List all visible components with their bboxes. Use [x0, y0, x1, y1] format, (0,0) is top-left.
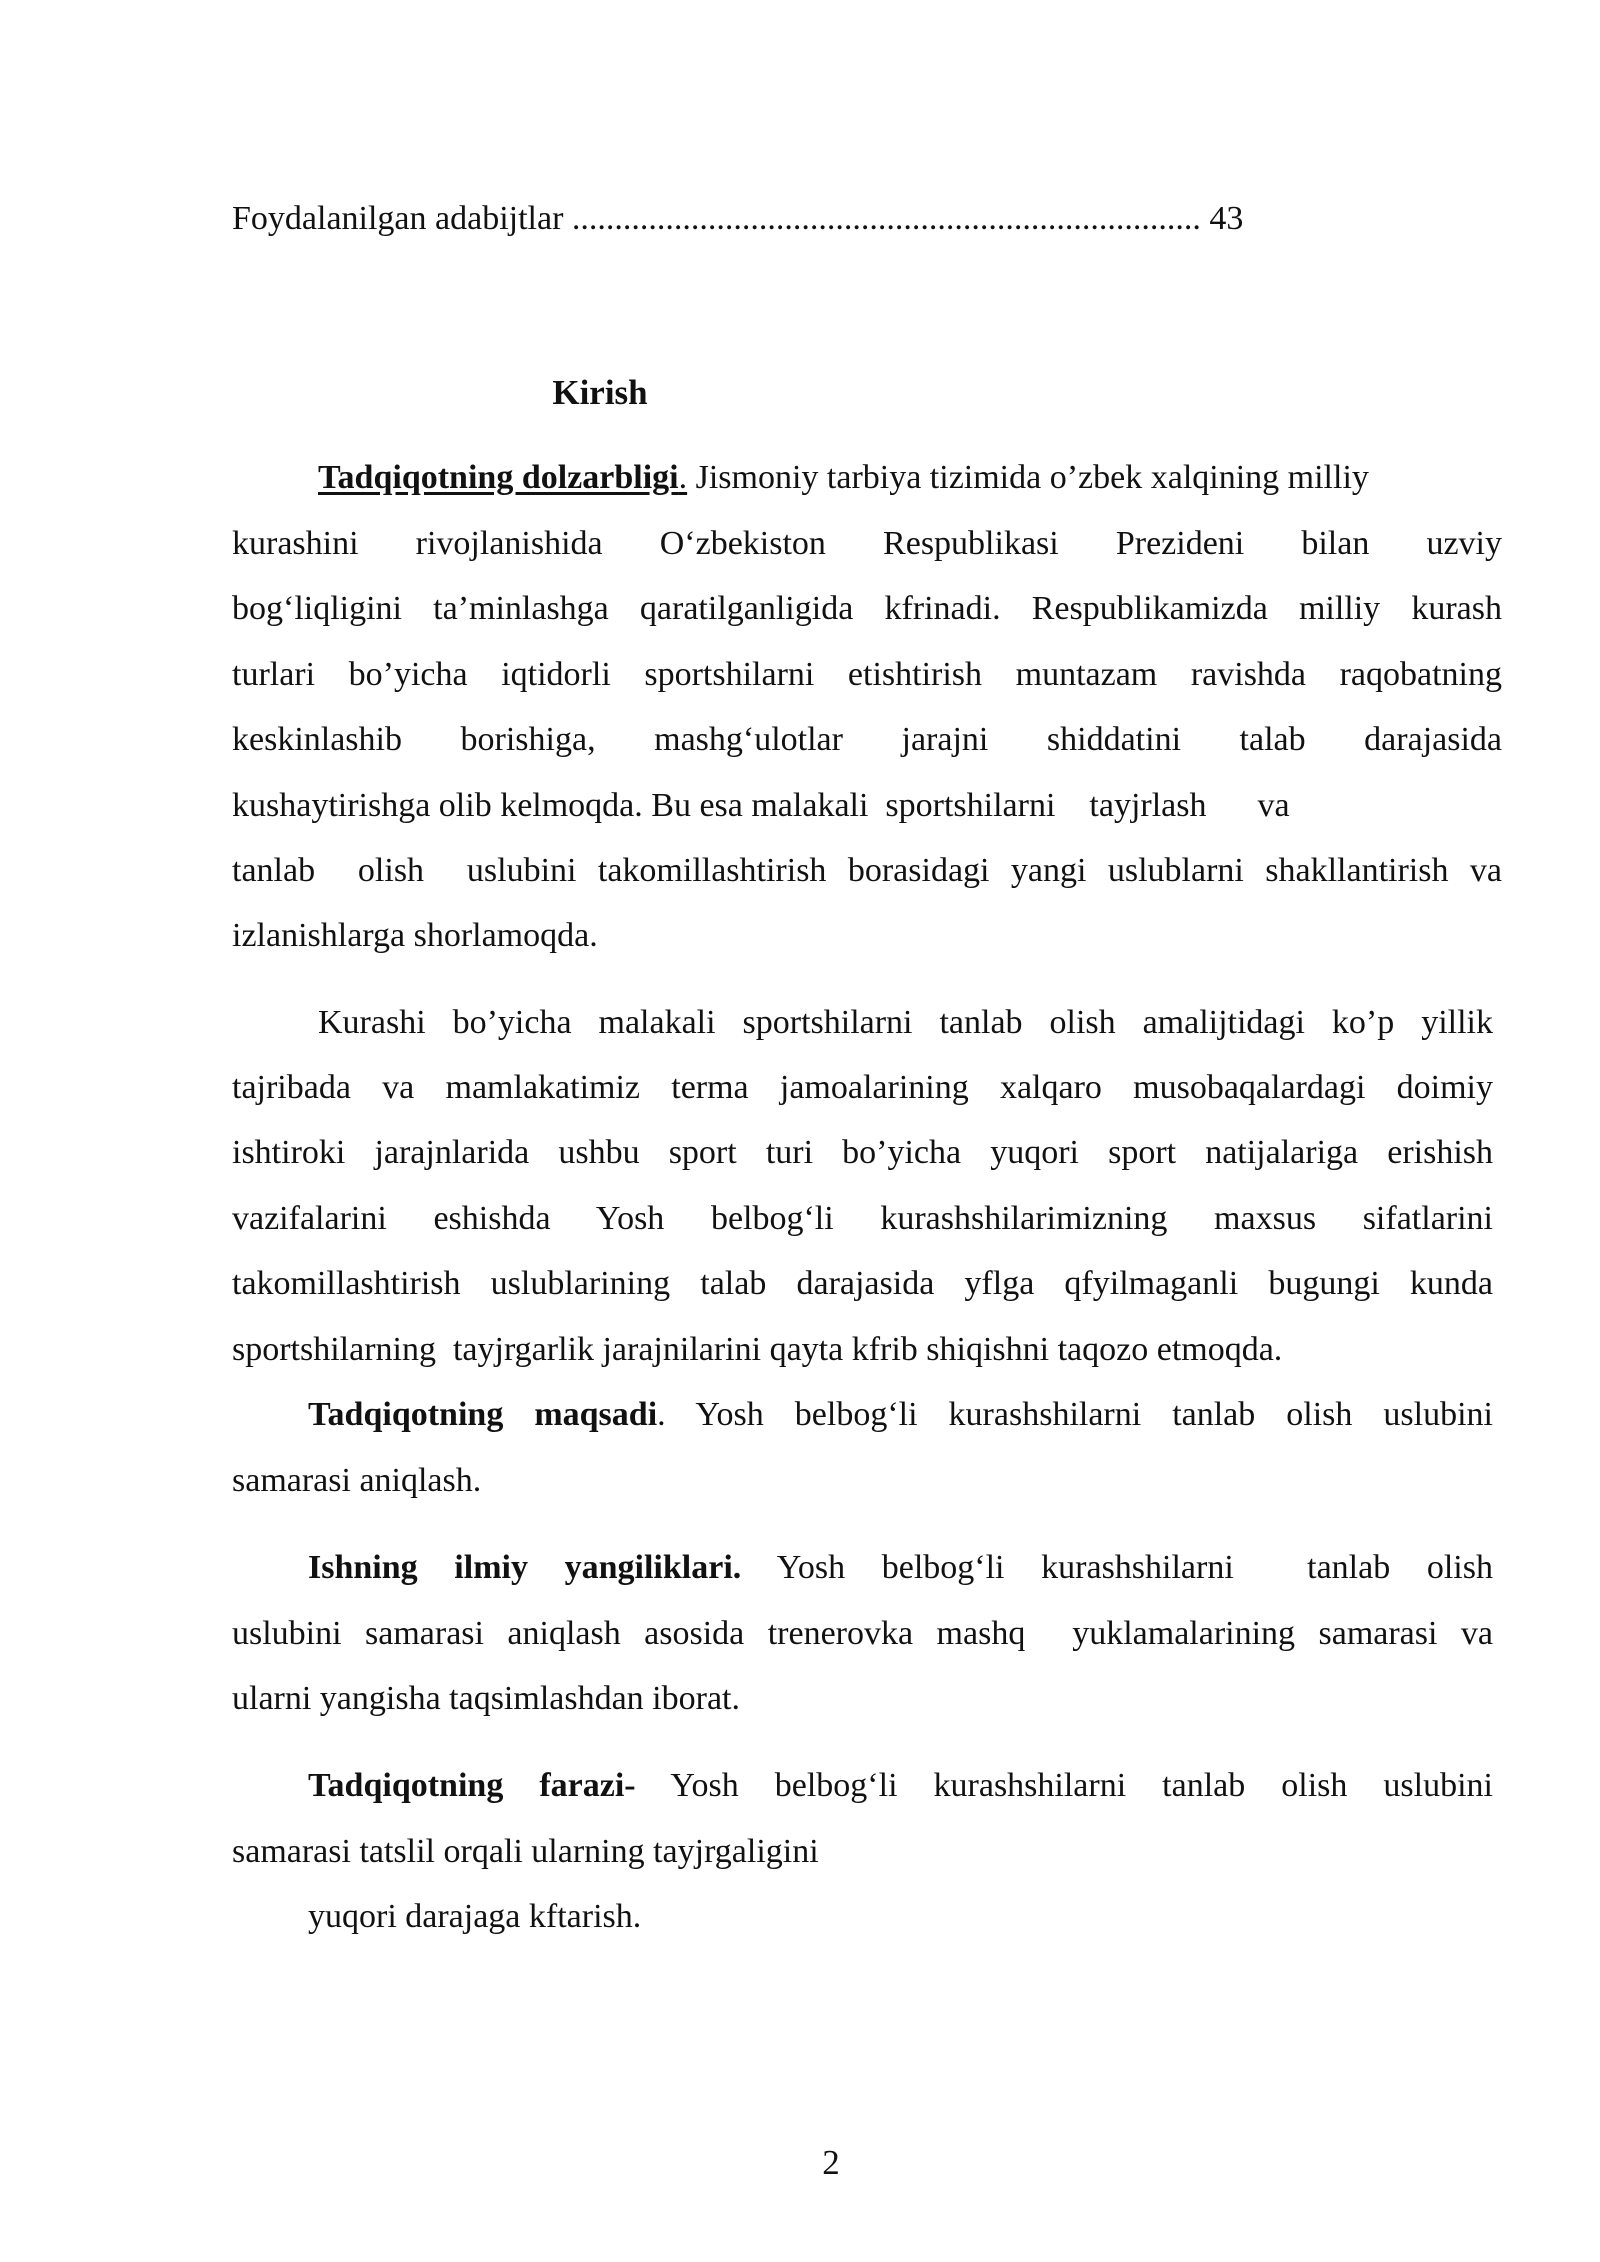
relevance-line-5: keskinlashib borishiga, mashg‘ulotlar jarajni shiddatini talab darajasida	[232, 721, 1502, 758]
experience-line-3: ishtiroki jarajnlarida ushbu sport turi bo’yicha yuqori sport natijalariga erishish	[232, 1134, 1493, 1171]
hypothesis-line-3: yuqori darajaga kftarish.	[308, 1898, 642, 1935]
toc-entry	[232, 196, 1392, 242]
relevance-line-2: kurashini rivojlanishida O‘zbekiston Respublikasi Prezideni bilan uzviy	[232, 525, 1502, 562]
experience-line-2: tajribada va mamlakatimiz terma jamoalarining xalqaro musobaqalardagi doimiy	[232, 1069, 1493, 1106]
relevance-line-1: Tadqiqotning dolzarbligi. Jismoniy tarbiya tizimida o’zbek xalqining milliy	[318, 459, 1369, 496]
novelty-line-2: uslubini samarasi aniqlash asosida trenerovka mashq yuklamalarining samarasi va	[232, 1615, 1493, 1652]
goal-line-2: samarasi aniqlash.	[232, 1462, 482, 1499]
goal-heading: Tadqiqotning maqsadi	[308, 1396, 658, 1433]
hypothesis-heading: Tadqiqotning farazi-	[308, 1767, 636, 1804]
novelty-heading: Ishning ilmiy yangiliklari.	[308, 1549, 742, 1586]
experience-line-5: takomillashtirish uslublarining talab darajasida yflga qfyilmaganli bugungi kunda	[232, 1265, 1493, 1302]
relevance-heading: Tadqiqotning dolzarbligi	[318, 459, 679, 496]
experience-line-4: vazifalarini eshishda Yosh belbog‘li kurashshilarimizning maxsus sifatlarini	[232, 1200, 1493, 1237]
relevance-line-4: turlari bo’yicha iqtidorli sportshilarni etishtirish muntazam ravishda raqobatning	[232, 656, 1502, 693]
relevance-line-3: bog‘liqligini ta’minlashga qaratilganligida kfrinadi. Respublikamizda milliy kurash	[232, 590, 1502, 627]
experience-line-6: sportshilarning tayjrgarlik jarajnilarini qayta kfrib shiqishni taqozo etmoqda.	[232, 1331, 1283, 1368]
hypothesis-line-2: samarasi tatslil orqali ularning tayjrgaligini	[232, 1833, 819, 1870]
relevance-line-6: kushaytirishga olib kelmoqda. Bu esa malakali sportshilarni tayjrlash va	[232, 787, 1290, 824]
novelty-line-3: ularni yangisha taqsimlashdan iborat.	[232, 1680, 740, 1717]
relevance-line-8: izlanishlarga shorlamoqda.	[232, 917, 598, 954]
section-title: Kirish	[552, 373, 648, 412]
goal-line-1: Tadqiqotning maqsadi. Yosh belbog‘li kurashshilarni tanlab olish uslubini	[308, 1396, 1493, 1433]
novelty-line-1: Ishning ilmiy yangiliklari. Yosh belbog‘li kurashshilarni tanlab olish	[308, 1549, 1493, 1586]
page-number: 2	[822, 2143, 840, 2182]
toc-page-number: 43	[1209, 200, 1244, 237]
hypothesis-line-1: Tadqiqotning farazi- Yosh belbog‘li kurashshilarni tanlab olish uslubini	[308, 1767, 1493, 1804]
toc-entry-label: Foydalanilgan adabijtlar	[232, 200, 564, 237]
relevance-line-7: tanlab olish uslubini takomillashtirish borasidagi yangi uslublarni shakllantirish va	[232, 852, 1502, 889]
experience-line-1: Kurashi bo’yicha malakali sportshilarni tanlab olish amalijtidagi ko’p yillik	[318, 1004, 1493, 1041]
toc-leader-dots: ..........................................................................	[571, 200, 1201, 237]
